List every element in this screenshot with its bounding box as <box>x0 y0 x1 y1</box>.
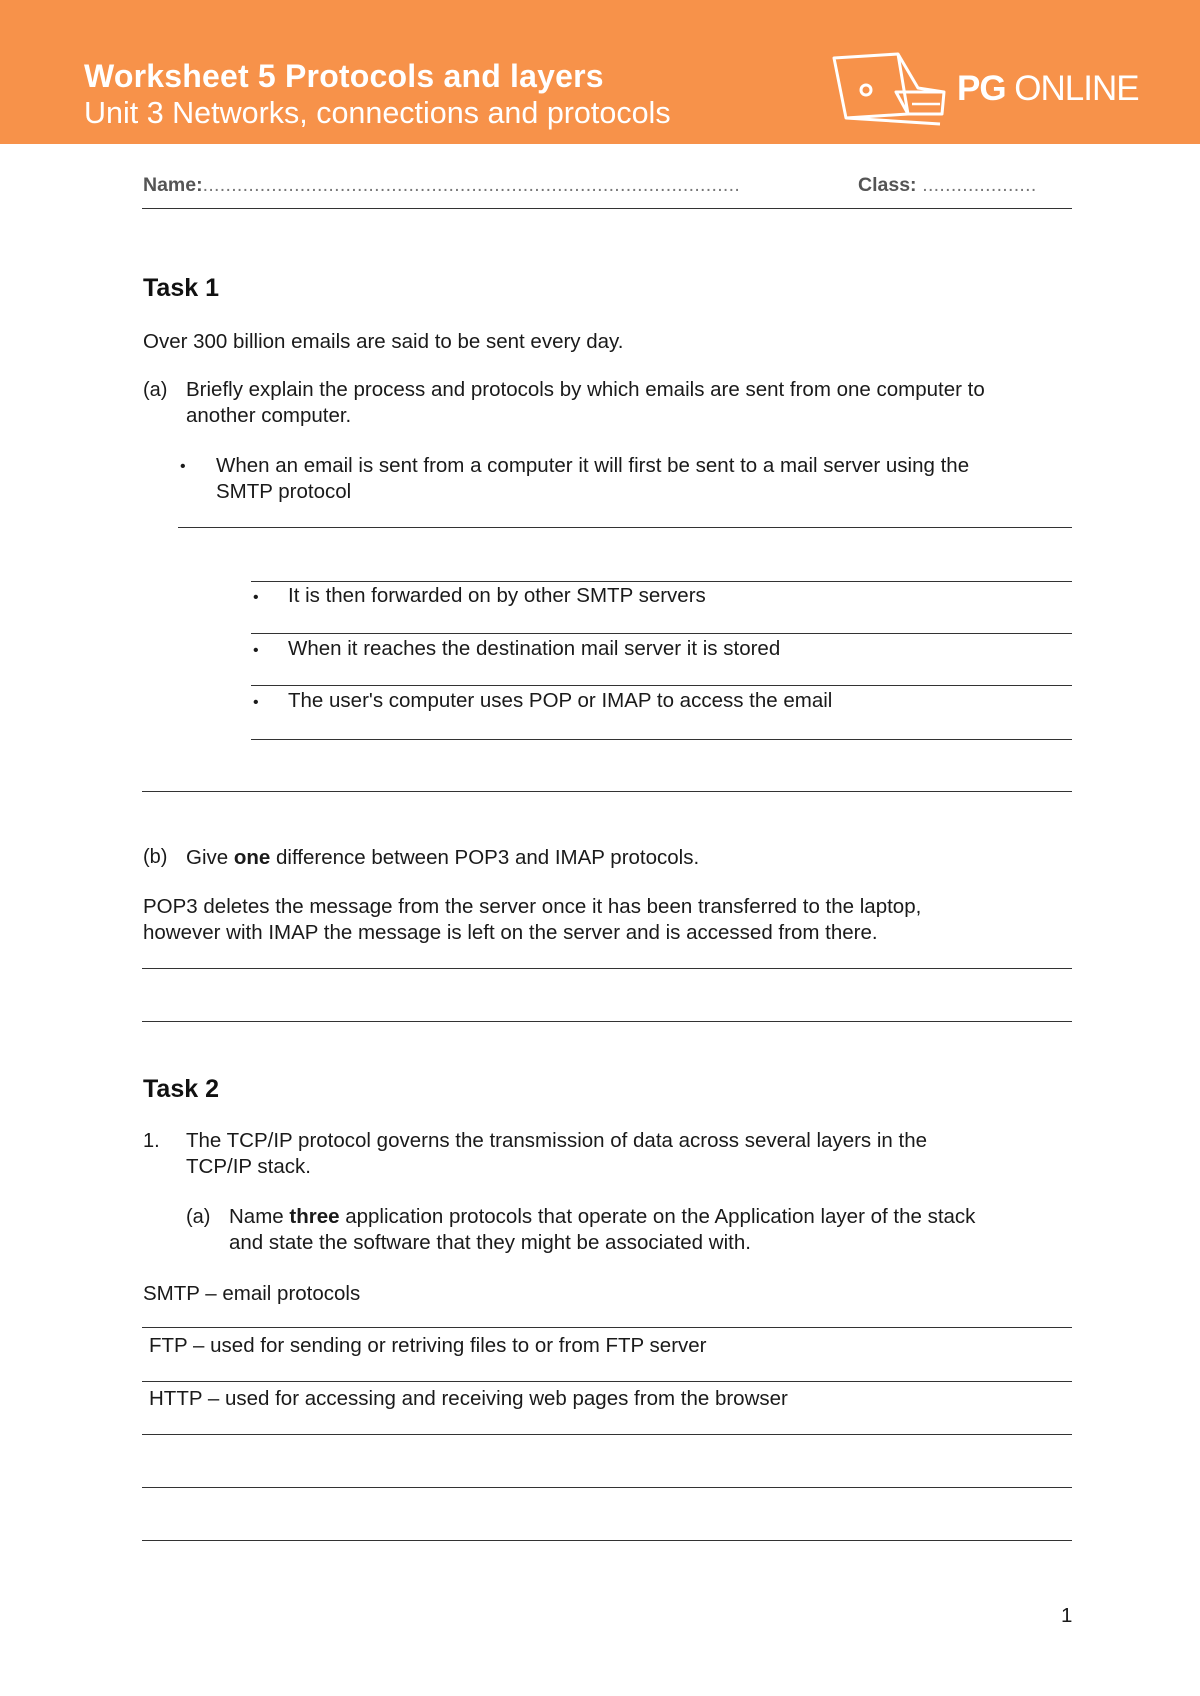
answer-line <box>142 1487 1072 1488</box>
task1-a-label: (a) <box>143 379 168 401</box>
task1-intro: Over 300 billion emails are said to be sent every day. <box>143 330 624 353</box>
answer-line <box>142 1381 1072 1382</box>
answer-line <box>251 633 1072 634</box>
task2-qa <box>229 1204 975 1256</box>
task1-a-question <box>186 377 985 429</box>
task2-q1-label: 1. <box>143 1130 160 1152</box>
task1-a-bullet4: The user's computer uses POP or IMAP to access the email <box>288 689 833 712</box>
answer-line <box>251 739 1072 740</box>
brand-logo-bold: PG <box>957 69 1006 108</box>
task2-answer1: SMTP – email protocols <box>143 1282 361 1305</box>
bullet-marker: • <box>253 589 259 606</box>
task1-a-bullet2: It is then forwarded on by other SMTP servers <box>288 584 706 607</box>
name-class-rule <box>142 208 1072 209</box>
bullet-marker: • <box>253 694 259 711</box>
worksheet-subtitle: Unit 3 Networks, connections and protocols <box>84 96 671 130</box>
name-label: Name: <box>143 174 203 196</box>
bullet-marker: • <box>180 458 186 475</box>
task1-b-label: (b) <box>143 846 168 868</box>
bullet-marker: • <box>253 642 259 659</box>
worksheet-title: Worksheet 5 Protocols and layers <box>84 58 604 94</box>
answer-line <box>178 527 1072 528</box>
answer-line <box>251 581 1072 582</box>
header-banner <box>0 0 1200 144</box>
task2-q1-line2: TCP/IP stack. <box>186 1155 311 1178</box>
task2-qa-label: (a) <box>186 1206 211 1228</box>
task2-qa-post: application protocols that operate on the Application layer of the stack <box>339 1205 976 1228</box>
task1-b-q-pre: Give <box>186 846 234 869</box>
class-dots: .................... <box>922 174 1037 196</box>
name-dots: .............................................................................................. <box>202 174 741 196</box>
task2-answer2: FTP – used for sending or retriving files to or from FTP server <box>149 1334 707 1357</box>
brand-logo-text <box>957 69 1139 109</box>
task2-answer3: HTTP – used for accessing and receiving web pages from the browser <box>149 1387 788 1410</box>
brand-logo-rest: ONLINE <box>1005 69 1139 108</box>
task1-a-question-line1: Briefly explain the process and protocols by which emails are sent from one computer to <box>186 378 985 401</box>
task1-a-bullet1 <box>216 453 969 505</box>
task1-a-question-line2: another computer. <box>186 404 352 427</box>
answer-line <box>142 1327 1072 1328</box>
task1-b-answer <box>143 894 921 946</box>
class-field <box>858 173 1037 197</box>
task2-q1-line1: The TCP/IP protocol governs the transmission of data across several layers in the <box>186 1129 928 1152</box>
task2-heading: Task 2 <box>143 1075 219 1103</box>
task1-b-answer-line1: POP3 deletes the message from the server once it has been transferred to the laptop, <box>143 895 922 918</box>
task2-qa-pre: Name <box>229 1205 290 1228</box>
task1-b-answer-line2: however with IMAP the message is left on the server and is accessed from there. <box>143 921 878 944</box>
class-label: Class: <box>858 174 917 196</box>
task1-b-q-post: difference between POP3 and IMAP protocols. <box>270 846 700 869</box>
answer-line <box>142 1540 1072 1541</box>
answer-line <box>142 1434 1072 1435</box>
task1-b-q-bold: one <box>233 846 271 869</box>
page-number: 1 <box>1061 1604 1073 1627</box>
task2-qa-line2: and state the software that they might be associated with. <box>229 1231 751 1254</box>
task2-qa-line1 <box>229 1204 975 1230</box>
name-field <box>143 173 740 197</box>
answer-line <box>142 1021 1072 1022</box>
task1-b-question <box>186 846 699 870</box>
laptop-logo-icon <box>832 52 948 128</box>
task2-qa-bold: three <box>289 1205 340 1228</box>
task1-heading: Task 1 <box>143 274 219 302</box>
task1-a-bullet3: When it reaches the destination mail server it is stored <box>288 637 781 660</box>
answer-line <box>142 968 1072 969</box>
task1-a-bullet1-line1: When an email is sent from a computer it will first be sent to a mail server using the <box>216 454 970 477</box>
task1-a-bullet1-line2: SMTP protocol <box>216 480 352 503</box>
answer-line <box>142 791 1072 792</box>
answer-line <box>251 685 1072 686</box>
task2-q1 <box>186 1128 927 1180</box>
